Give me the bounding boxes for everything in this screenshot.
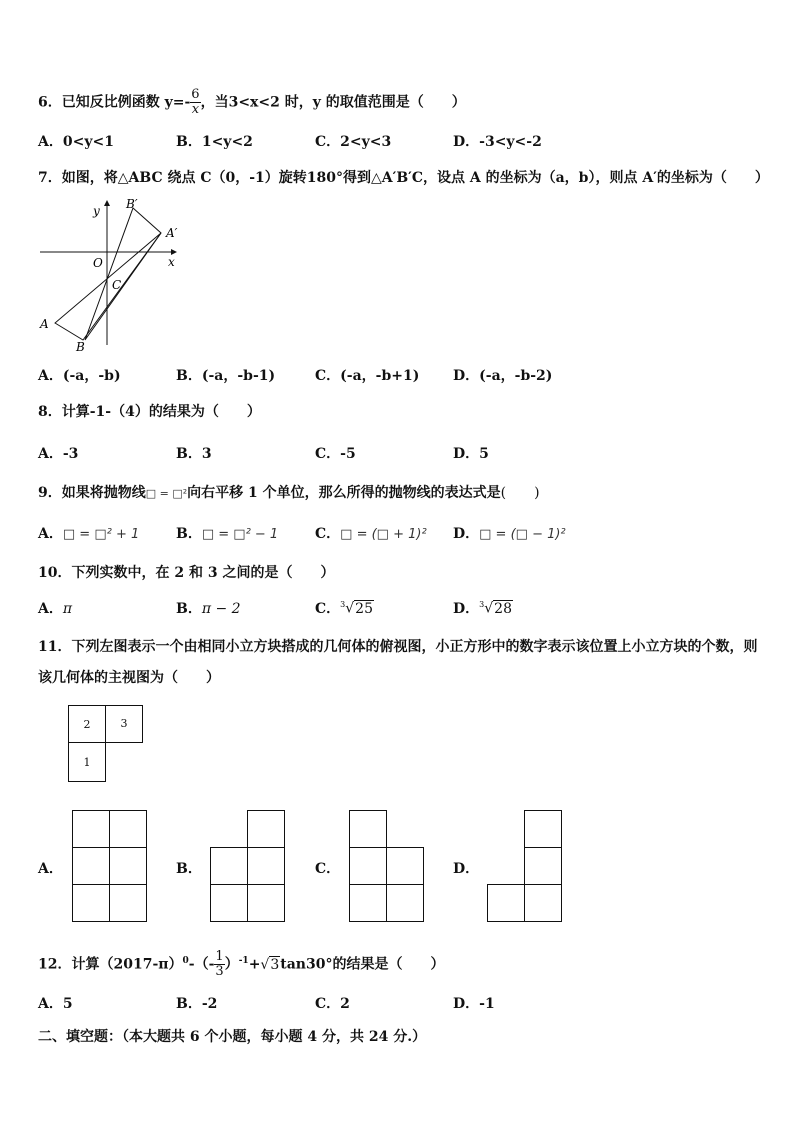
q10-option-d-cube-root: $^3$√28 — [479, 600, 512, 617]
q8-option-a[interactable]: A．-3 — [38, 446, 79, 462]
view-cell — [386, 884, 424, 922]
view-cell — [210, 884, 248, 922]
q6-prefix: 6．已知反比例函数 y=- — [38, 94, 191, 111]
q9-option-a[interactable] — [38, 523, 139, 543]
q12-option-c[interactable]: C．2 — [315, 996, 350, 1012]
q10-option-a-expr: π — [62, 601, 73, 617]
q12-radicand: 3 — [270, 956, 280, 973]
label-x: x — [168, 255, 175, 269]
radicand: 28 — [494, 601, 512, 617]
q10-option-b[interactable] — [176, 598, 241, 618]
q6-option-d[interactable]: D．-3<y<-2 — [453, 134, 542, 150]
q8-option-b[interactable]: B．3 — [176, 446, 212, 462]
view-cell — [72, 847, 110, 885]
question-10: 10．下列实数中，在 2 和 3 之间的是（ ） — [38, 565, 335, 581]
question-7: 7．如图，将△ABC 绕点 C（0，-1）旋转180°得到△A′B′C，设点 A 的坐标为（a，b），则点 A′的坐标为（ ） — [38, 170, 769, 186]
cube-root-index: 3 — [479, 600, 485, 610]
view-cell — [109, 884, 147, 922]
label-b-prime: B′ — [126, 197, 138, 211]
label-o: O — [93, 256, 103, 270]
q10-option-d-letter: D． — [453, 601, 480, 617]
q10-option-a-letter: A． — [38, 601, 63, 617]
q9-option-d[interactable] — [453, 523, 566, 543]
triangle-abc — [55, 233, 161, 340]
q10-option-c-cube-root: $^3$√25 — [340, 600, 373, 617]
view-cell — [109, 810, 147, 848]
label-c: C — [112, 278, 122, 292]
view-cell — [524, 847, 562, 885]
q9-prefix: 9．如果将抛物线 — [38, 485, 146, 501]
q12-option-d[interactable]: D．-1 — [453, 996, 495, 1012]
top-view-cell: 2 — [68, 705, 106, 743]
q12-exponent-zero: 0 — [182, 955, 189, 966]
q6-option-a[interactable]: A．0<y<1 — [38, 134, 114, 150]
label-b: B — [76, 340, 85, 354]
q10-option-c[interactable] — [315, 598, 374, 618]
view-cell — [524, 810, 562, 848]
view-cell — [349, 810, 387, 848]
q9-option-c[interactable] — [315, 523, 427, 543]
q12-frac-num: 1 — [215, 949, 224, 964]
q9-suffix: 向右平移 1 个单位，那么所得的抛物线的表达式是 — [187, 485, 501, 501]
q11-option-d-letter[interactable]: D． — [453, 861, 480, 877]
q12-suffix: tan30°的结果是（ ） — [280, 956, 445, 973]
q9-option-a-expr: □ = □² + 1 — [62, 527, 140, 542]
view-cell — [247, 847, 285, 885]
q12-sqrt: √3 — [260, 956, 280, 973]
q10-option-d[interactable] — [453, 598, 513, 618]
q12-frac-den: 3 — [215, 964, 224, 979]
q11-option-b-letter[interactable]: B． — [176, 861, 202, 877]
label-a-prime: A′ — [166, 226, 178, 240]
q9-option-d-expr: □ = (□ − 1)² — [479, 527, 566, 542]
triangle-a-prime-b-prime-c — [85, 208, 161, 340]
label-y: y — [93, 204, 100, 218]
view-cell — [524, 884, 562, 922]
q9-option-a-letter: A． — [38, 526, 63, 542]
label-a: A — [40, 317, 49, 331]
q6-suffix: ，当3<x<2 时，y 的取值范围是（ ） — [200, 94, 466, 111]
q10-option-b-letter: B． — [176, 601, 202, 617]
question-6 — [38, 88, 466, 117]
view-cell — [210, 847, 248, 885]
cube-root-index: 3 — [340, 600, 346, 610]
q7-option-b[interactable]: B．(-a，-b-1) — [176, 368, 276, 384]
view-cell — [349, 884, 387, 922]
top-view-cell: 3 — [105, 705, 143, 743]
q6-frac-num: 6 — [191, 87, 200, 102]
q10-option-c-letter: C． — [315, 601, 341, 617]
question-9 — [38, 482, 540, 502]
q12-option-a[interactable]: A．5 — [38, 996, 73, 1012]
q12-option-b[interactable]: B．-2 — [176, 996, 218, 1012]
q9-answer-paren: ( ) — [500, 485, 540, 501]
view-cell — [72, 884, 110, 922]
section-heading-fill-in: 二、填空题：（本大题共 6 个小题，每小题 4 分，共 24 分.） — [38, 1029, 427, 1045]
view-cell — [386, 847, 424, 885]
q11-option-a-letter[interactable]: A． — [38, 861, 63, 877]
view-cell — [72, 810, 110, 848]
q6-frac-den: x — [191, 102, 200, 117]
question-12 — [38, 950, 444, 979]
q9-option-d-letter: D． — [453, 526, 480, 542]
q12-close-paren: ） — [224, 956, 239, 973]
q12-fraction — [214, 950, 224, 979]
q7-option-d[interactable]: D．(-a，-b-2) — [453, 368, 553, 384]
q9-option-b-expr: □ = □² − 1 — [201, 527, 279, 542]
q7-coordinate-figure — [38, 195, 188, 355]
q10-option-b-expr: π − 2 — [201, 601, 241, 617]
question-11-line2: 该几何体的主视图为（ ） — [38, 670, 220, 686]
q11-option-c-letter[interactable]: C． — [315, 861, 341, 877]
q9-formula: □ = □² — [145, 487, 188, 500]
q12-plus: + — [248, 956, 261, 973]
q6-option-b[interactable]: B．1<y<2 — [176, 134, 253, 150]
top-view-cell: 1 — [68, 742, 106, 782]
q9-option-c-letter: C． — [315, 526, 341, 542]
view-cell — [247, 810, 285, 848]
q10-option-a[interactable] — [38, 598, 72, 618]
view-cell — [349, 847, 387, 885]
q6-fraction — [190, 88, 200, 117]
view-cell — [247, 884, 285, 922]
q12-exponent-neg-one: -1 — [238, 955, 249, 966]
q9-option-b-letter: B． — [176, 526, 202, 542]
q9-option-c-expr: □ = (□ + 1)² — [340, 527, 427, 542]
question-11-line1: 11．下列左图表示一个由相同小立方块搭成的几何体的俯视图，小正方形中的数字表示该位置上小立方块的个数，则 — [38, 639, 758, 655]
radicand: 25 — [355, 601, 373, 617]
q7-option-a[interactable]: A．(-a，-b) — [38, 368, 121, 384]
question-8: 8．计算-1-（4）的结果为（ ） — [38, 404, 261, 420]
q6-option-c[interactable]: C．2<y<3 — [315, 134, 392, 150]
q12-prefix: 12．计算（2017-π） — [38, 956, 183, 973]
view-cell — [109, 847, 147, 885]
q7-option-c[interactable]: C．(-a，-b+1) — [315, 368, 420, 384]
q8-option-d[interactable]: D．5 — [453, 446, 489, 462]
view-cell — [487, 884, 525, 922]
q9-option-b[interactable] — [176, 523, 278, 543]
q12-mid: -（- — [188, 956, 215, 973]
q8-option-c[interactable]: C．-5 — [315, 446, 356, 462]
